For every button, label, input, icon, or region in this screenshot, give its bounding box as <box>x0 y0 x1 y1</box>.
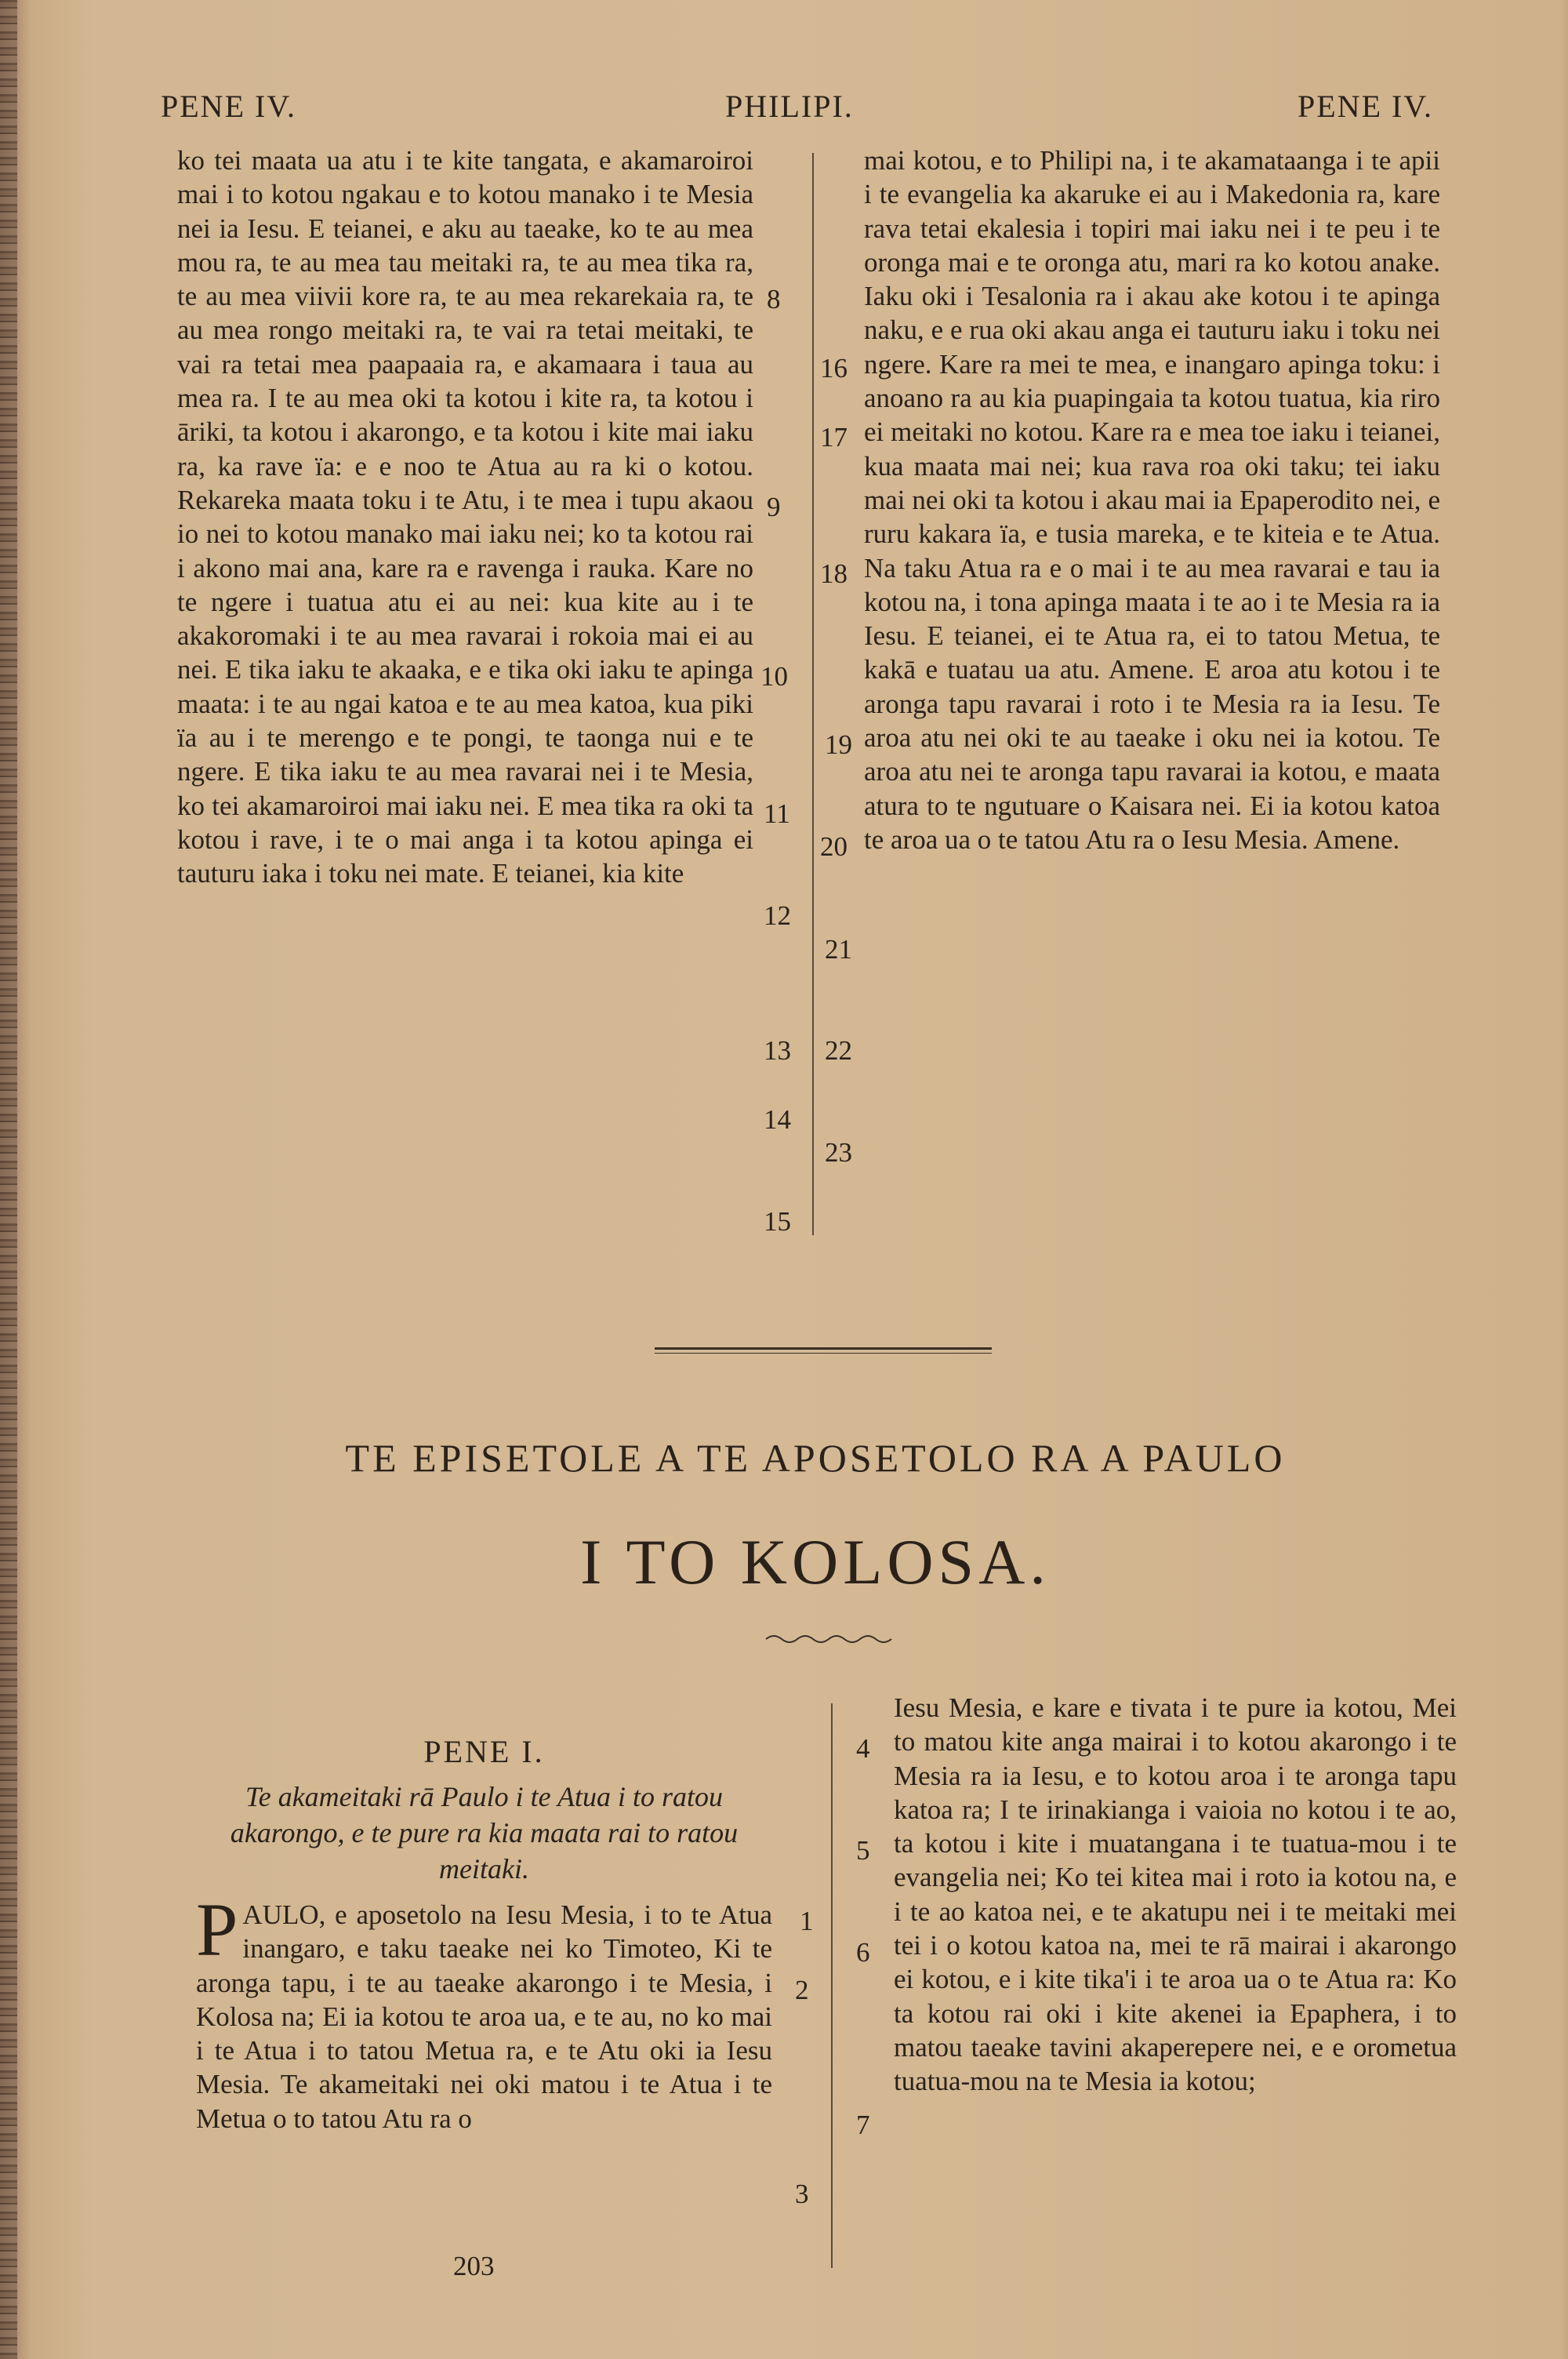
verse-number: 15 <box>764 1206 791 1237</box>
column-right-kolosa: Iesu Mesia, e kare e tivata i te pure ia kotou, Mei to matou kite anga mairai i to kotou akarongo i te Mesia ra ia Iesu, e to kotou aroa i te aronga tapu katoa ra; I te irinakianga i vaioia no kotou i te ao, ta kotou i kite i muatangana i te tuatua-mou i te evangelia nei; Ko tei kitea mai i roto ia kotou na, e i te ao katoa nei, e te akatupu nei i te meitaki mei tei i o kotou katoa na, mei te rā mairai i akarongo ei kotou, e i kite tika'i i te aroa ua o te Atua ra: Ko ta kotou rai oki i kite akenei ia Epaphera, i to matou taeake tavini akaperepere nei, e e orometua tuatua-mou na te Mesia ia kotou; <box>894 1692 1457 2097</box>
verse-number: 21 <box>825 934 852 965</box>
epistle-book-name: I TO KOLOSA. <box>580 1526 1051 1598</box>
verse-number: 4 <box>856 1733 870 1764</box>
column-divider-top <box>812 153 814 1235</box>
column-divider-bottom <box>831 1703 833 2268</box>
page-number: 203 <box>453 2251 495 2281</box>
drop-cap: P <box>196 1888 238 1972</box>
verse-number: 7 <box>856 2110 870 2140</box>
verse-number: 22 <box>825 1035 852 1066</box>
verse-number: 5 <box>856 1835 870 1866</box>
verse-number: 19 <box>825 729 852 760</box>
verse-number: 14 <box>764 1104 791 1135</box>
chapter-summary: Te akameitaki rā Paulo i te Atua i to ratou akarongo, e te pure ra kia maata rai to ratou meitaki. <box>230 1781 739 1885</box>
running-head-right: PENE IV. <box>1298 89 1434 124</box>
verse-number: 9 <box>767 492 781 522</box>
verse-number: 13 <box>764 1035 791 1066</box>
verse-number: 6 <box>856 1937 870 1968</box>
section-separator-rule-thin <box>655 1353 992 1354</box>
verse-number: 10 <box>760 661 788 692</box>
verse-number: 3 <box>795 2179 809 2209</box>
verse-number: 17 <box>820 422 848 453</box>
binding-edge <box>0 0 17 2359</box>
chapter-heading: PENE I. <box>423 1734 545 1769</box>
verse-number: 12 <box>764 900 791 931</box>
epistle-title: TE EPISETOLE A TE APOSETOLO RA A PAULO <box>345 1436 1286 1480</box>
verse-number: 11 <box>764 798 790 829</box>
verse-number: 20 <box>820 831 848 862</box>
verse-number: 1 <box>800 1906 814 1936</box>
section-separator-rule <box>655 1347 992 1350</box>
verse-number: 18 <box>820 558 848 589</box>
verse-number: 23 <box>825 1137 852 1168</box>
column-left-philipi: ko tei maata ua atu i te kite tangata, e akamaroiroi mai i to kotou ngakau e to kotou manako i te Mesia nei ia Iesu. E teianei, e aku au taeake, ko te au mea mou ra, te au mea tau meitaki ra, te au mea tika ra, te au mea viivii kore ra, te au mea rekarekaia ra, te au mea rongo meitaki ra, te vai ra tetai meitaki, te vai ra tetai mea paapaaia ra, e akamaara i taua au mea ra. I te au mea oki ta kotou i kite ra, ta kotou i āriki, ta kotou i akarongo, e ta kotou i kite mai iaku ra, ka rave ïa: e e noo te Atua au ra ki o kotou. Rekareka maata toku i te Atu, i te mea i tupu akaou io nei to kotou manako mai iaku nei; ko ta kotou rai i akono mai ana, kare ra e ravenga i rauka. Kare no te ngere i tuatua atu ei au nei: kua kite au i te akakoromaki i te au mea ravarai i rokoia mai ei au nei. E tika iaku te akaaka, e e tika oki iaku te apinga maata: i te au ngai katoa e te au mea katoa, kua piki ïa au i te merengo e te pongi, te taonga nui e te ngere. E tika iaku te au mea ravarai nei i te Mesia, ko tei akamaroiroi mai iaku nei. E mea tika ra oki ta kotou i rave, i te o mai anga i ta kotou apinga ei tauturu iaka i toku nei mate. E teianei, kia kite <box>177 145 753 889</box>
column-right-philipi: mai kotou, e to Philipi na, i te akamataanga i te apii i te evangelia ka akaruke ei au i Makedonia ra, kare rava tetai ekalesia i topiri mai iaku nei i te peu i te oronga mai e te oronga atu, mari ra ko kotou anake. Iaku oki i Tesalonia ra i akau ake kotou i te apinga naku, e e rua oki akau anga ei tauturu iaku i toku nei ngere. Kare ra mei te mea, e inangaro apinga toku: i anoano ra au kia puapingaia ta kotou tuatua, kia riro ei meitaki no kotou. Kare ra e mea toe iaku i teianei, kua maata mai nei; kua rava roa oki taku; tei iaku mai nei oki ta kotou i akau mai ia Epaperodito nei, e ruru kakara ïa, e tusia mareka, e te kiteia e te Atua. Na taku Atua ra e o mai i te au mea ravarai e tau ia kotou na, i tona apinga maata i te ao i te Mesia ra ia Iesu. E teianei, ei te Atua ra, ei to tatou Metua, te kakā e tuatau ua atu. Amene. E aroa atu kotou i te aronga tapu ravarai i roto i te Mesia ra ia Iesu. Te aroa atu nei oki te au taeake i oku nei ia kotou. Te aroa atu nei te aronga tapu ravarai ia kotou, e maata atura to te ngutuare o Kaisara nei. Ei ia kotou katoa te aroa ua o te tatou Atu ra o Iesu Mesia. Amene. <box>864 145 1440 855</box>
column-left-kolosa <box>196 1888 772 2135</box>
verse-number: 16 <box>820 353 848 383</box>
ornament-flourish <box>764 1631 898 1647</box>
running-head-center: PHILIPI. <box>725 89 854 124</box>
verse-number: 2 <box>795 1975 809 2005</box>
kolosa-opening-text: AULO, e aposetolo na Iesu Mesia, i to te Atua inangaro, e taku taeake nei ko Timoteo, Ki te aronga tapu, i te au taeake akarongo i te Mesia, i Kolosa na; Ei ia kotou te aroa ua, e te au, no ko mai i te Atua i to tatou Metua ra, e te Atu oki ia Iesu Mesia. Te akameitaki nei oki matou i te Atua i te Metua o to tatou Atu ra o <box>196 1899 772 2134</box>
verse-number: 8 <box>767 284 781 314</box>
running-head-left: PENE IV. <box>161 89 297 124</box>
